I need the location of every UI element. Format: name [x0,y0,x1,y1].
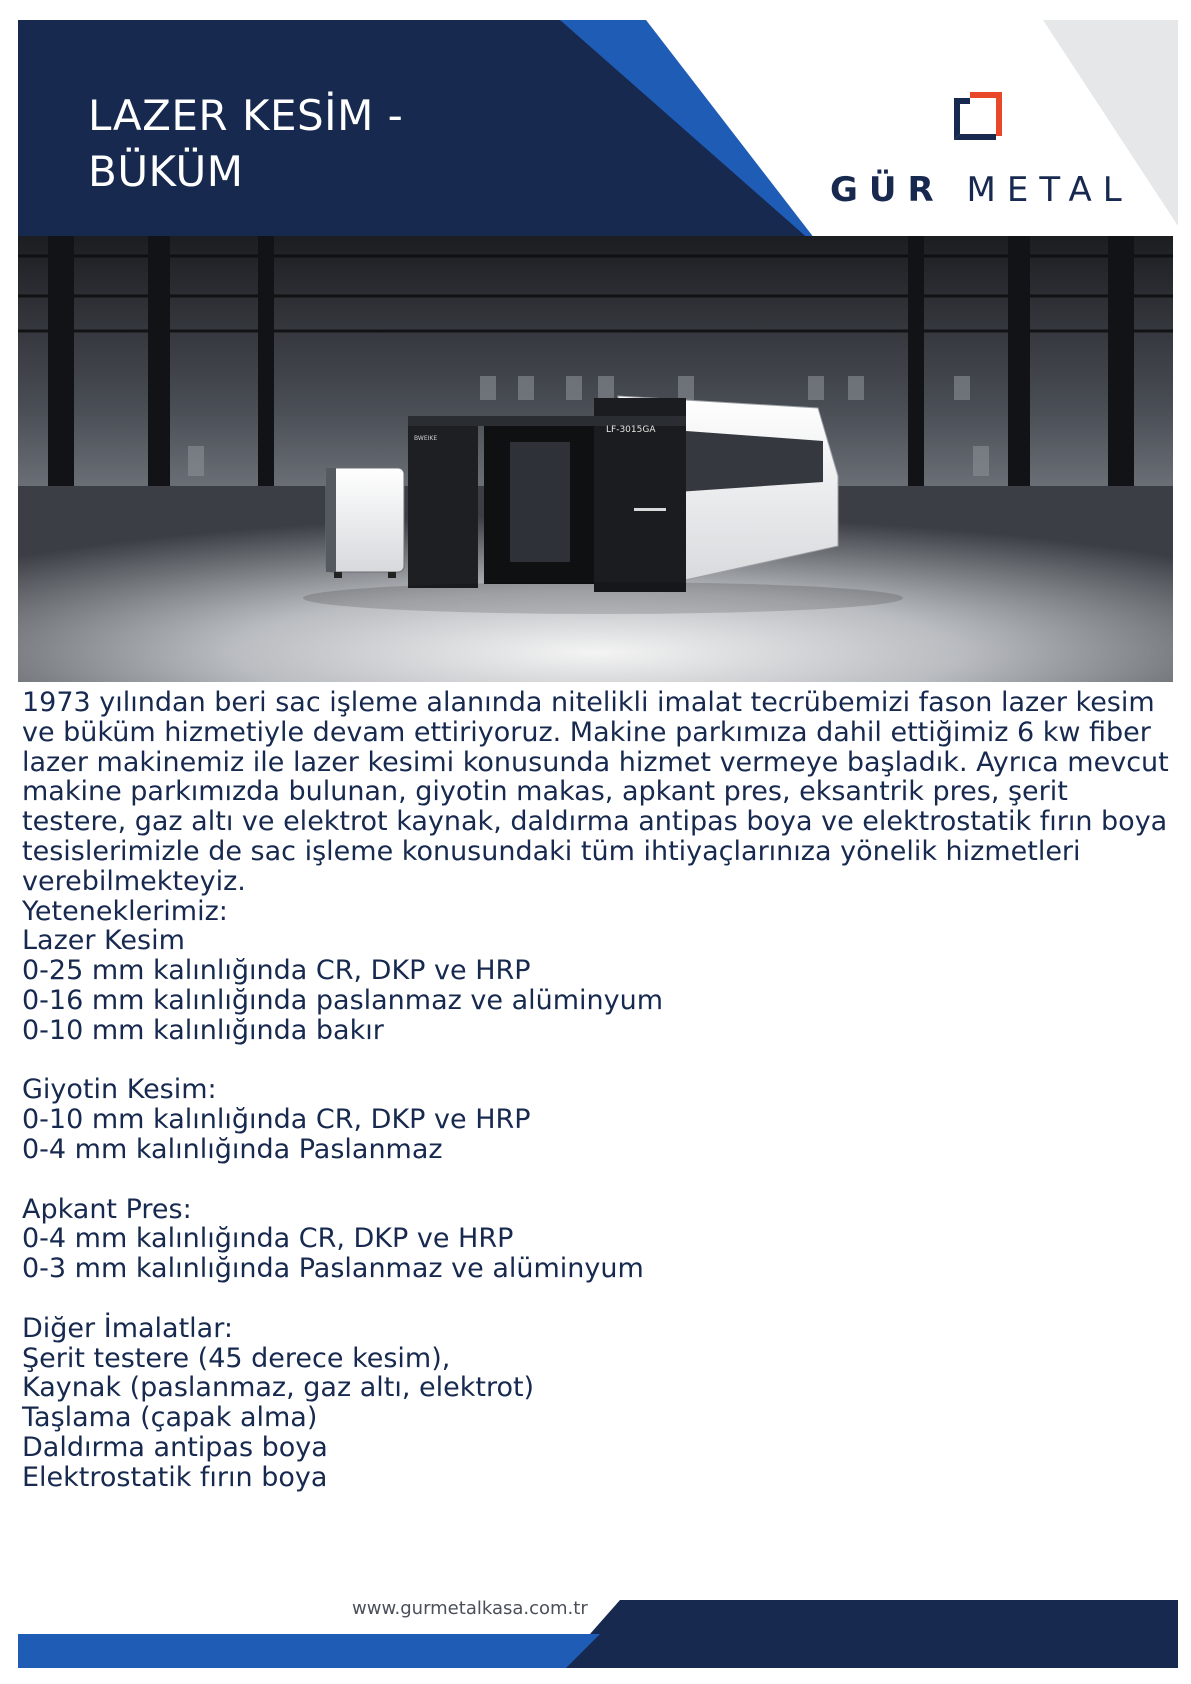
capabilities-heading: Yeteneklerimiz: [22,895,228,927]
press-brake-section [22,1195,1177,1284]
press-brake-title: Apkant Pres: [22,1193,192,1225]
main-content [22,688,1177,1522]
other-services-section [22,1314,1177,1493]
machine-brand-label: BWEIKE [414,435,438,442]
list-item: 0-3 mm kalınlığında Paslanmaz ve alüminyum [22,1253,644,1285]
list-item: 0-16 mm kalınlığında paslanmaz ve alüminyum [22,984,664,1016]
list-item: 0-4 mm kalınlığında CR, DKP ve HRP [22,1223,514,1255]
list-item: Elektrostatik fırın boya [22,1461,328,1493]
intro-paragraph: 1973 yılından beri sac işleme alanında nitelikli imalat tecrübemizi fason lazer kesim ve büküm hizmetiyle devam ettiriyoruz. Makine parkımıza dahil ettiğimiz 6 kw fiber lazer makinemiz ile lazer kesimi konusunda hizmet vermeye başladık. Ayrıca mevcut makine parkımızda bulunan, giyotin makas, apkant pres, eksantrik pres, şerit testere, gaz altı ve elektrot kaynak, daldırma antipas boya ve elektrostatik fırın boya tesislerimizle de sac işleme konusundaki tüm ihtiyaçlarınıza yönelik hizmetleri verebilmekteyiz. [22,687,1169,897]
machine-model-label: LF-3015GA [606,425,656,435]
laser-machine-illustration [18,236,1173,682]
company-name-bold: GÜR [830,170,945,210]
footer-navy-panel [560,1600,1178,1668]
other-services-title: Diğer İmalatlar: [22,1312,233,1344]
page-title-line-2: BÜKÜM [88,147,244,196]
company-name [830,170,1133,210]
control-cabinet [326,468,404,578]
website-link[interactable]: www.gurmetalkasa.com.tr [352,1598,588,1619]
list-item: 0-25 mm kalınlığında CR, DKP ve HRP [22,955,531,987]
square-bracket-logo-icon [950,88,1006,144]
company-logo [830,88,1133,218]
hero-photo [18,236,1173,682]
page-title-line-1: LAZER KESİM - [88,91,404,140]
footer-blue-bar [18,1634,600,1668]
list-item: Şerit testere (45 derece kesim), [22,1342,451,1374]
list-item: 0-4 mm kalınlığında Paslanmaz [22,1133,443,1165]
guillotine-title: Giyotin Kesim: [22,1074,217,1106]
guillotine-section [22,1075,1177,1164]
list-item: Taşlama (çapak alma) [22,1402,318,1434]
list-item: 0-10 mm kalınlığında bakır [22,1014,384,1046]
capabilities-laser-section [22,897,1177,1046]
list-item: Kaynak (paslanmaz, gaz altı, elektrot) [22,1372,535,1404]
list-item: Daldırma antipas boya [22,1431,328,1463]
page-title [88,88,508,200]
company-name-light: METAL [966,170,1133,210]
laser-cutting-title: Lazer Kesim [22,925,185,957]
list-item: 0-10 mm kalınlığında CR, DKP ve HRP [22,1104,531,1136]
